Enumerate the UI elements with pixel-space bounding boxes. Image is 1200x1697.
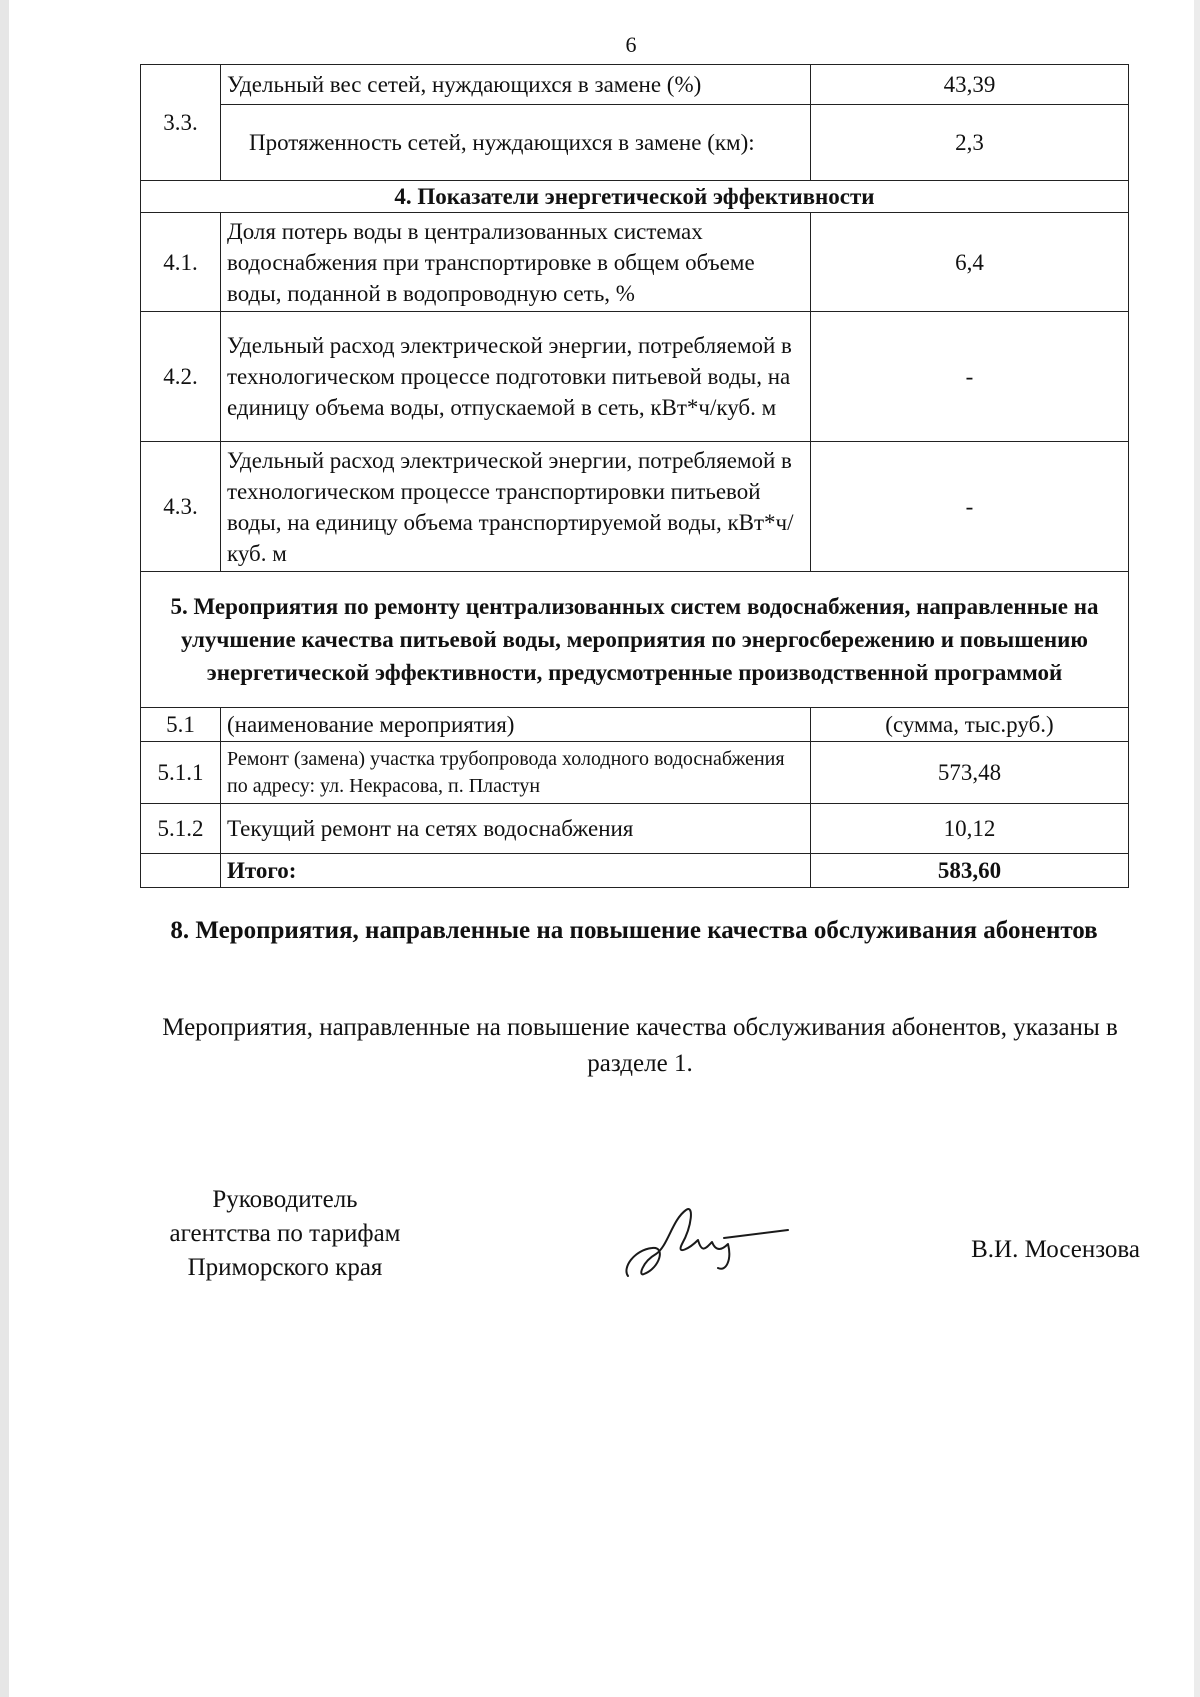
row-value: 573,48 — [811, 742, 1129, 804]
section-4-title: 4. Показатели энергетической эффективности — [141, 181, 1129, 213]
row-value: (сумма, тыс.руб.) — [811, 708, 1129, 742]
row-value: 6,4 — [811, 213, 1129, 312]
section-8-text: Мероприятия, направленные на повышение качества обслуживания абонентов, указаны в разделе 1. — [162, 1014, 1118, 1077]
page-number: 6 — [625, 32, 637, 57]
signer-line: агентства по тарифам — [169, 1220, 401, 1247]
row-value: - — [811, 312, 1129, 442]
row-value: 43,39 — [811, 65, 1129, 105]
row-number: 5.1 — [141, 708, 221, 742]
row-label: (наименование мероприятия) — [221, 708, 811, 742]
table-row — [141, 312, 1129, 442]
signer-line: Руководитель — [212, 1186, 358, 1213]
scan-edge-right — [1194, 0, 1200, 1697]
table-row — [141, 213, 1129, 312]
row-number: 4.2. — [141, 312, 221, 442]
section-5-title: 5. Мероприятия по ремонту централизованных систем водоснабжения, направленные на улучшение качества питьевой воды, мероприятия по энергосбережению и повышению энергетической эффективности, предусмотренные производственной программой — [141, 572, 1129, 708]
row-label: Протяженность сетей, нуждающихся в замене (км): — [221, 105, 811, 181]
row-label: Удельный вес сетей, нуждающихся в замене (%) — [221, 65, 811, 105]
row-value: - — [811, 442, 1129, 572]
section-header-row — [141, 181, 1129, 213]
row-number: 3.3. — [141, 65, 221, 181]
table-row — [141, 804, 1129, 854]
signer-line: Приморского края — [187, 1254, 383, 1281]
total-row — [141, 854, 1129, 888]
table-row — [141, 105, 1129, 181]
row-label: Доля потерь воды в централизованных системах водоснабжения при транспортировке в общем объеме воды, поданной в водопроводную сеть, % — [221, 213, 811, 312]
table-row — [141, 65, 1129, 105]
table-row — [141, 442, 1129, 572]
table-row — [141, 742, 1129, 804]
row-label: Текущий ремонт на сетях водоснабжения — [221, 804, 811, 854]
section-8-title: 8. Мероприятия, направленные на повышение качества обслуживания абонентов — [170, 917, 1098, 944]
row-label: Удельный расход электрической энергии, потребляемой в технологическом процессе подготовки питьевой воды, на единицу объема воды, отпускаемой в сеть, кВт*ч/куб. м — [221, 312, 811, 442]
row-label: Ремонт (замена) участка трубопровода холодного водоснабжения по адресу: ул. Некрасова, п. Пластун — [221, 742, 811, 804]
row-number: 4.3. — [141, 442, 221, 572]
scan-edge-left — [0, 0, 9, 1697]
row-number-empty — [141, 854, 221, 888]
signature-icon — [620, 1198, 790, 1288]
signer-position — [140, 1183, 430, 1285]
row-value: 2,3 — [811, 105, 1129, 181]
total-value: 583,60 — [811, 854, 1129, 888]
row-label: Удельный расход электрической энергии, потребляемой в технологическом процессе транспортировки питьевой воды, на единицу объема транспортируемой воды, кВт*ч/куб. м — [221, 442, 811, 572]
section-header-row — [141, 572, 1129, 708]
row-number: 5.1.1 — [141, 742, 221, 804]
signer-name: В.И. Мосензова — [971, 1236, 1140, 1263]
total-label: Итого: — [221, 854, 811, 888]
row-number: 4.1. — [141, 213, 221, 312]
row-value: 10,12 — [811, 804, 1129, 854]
row-number: 5.1.2 — [141, 804, 221, 854]
indicators-table — [140, 64, 1129, 888]
table-row — [141, 708, 1129, 742]
